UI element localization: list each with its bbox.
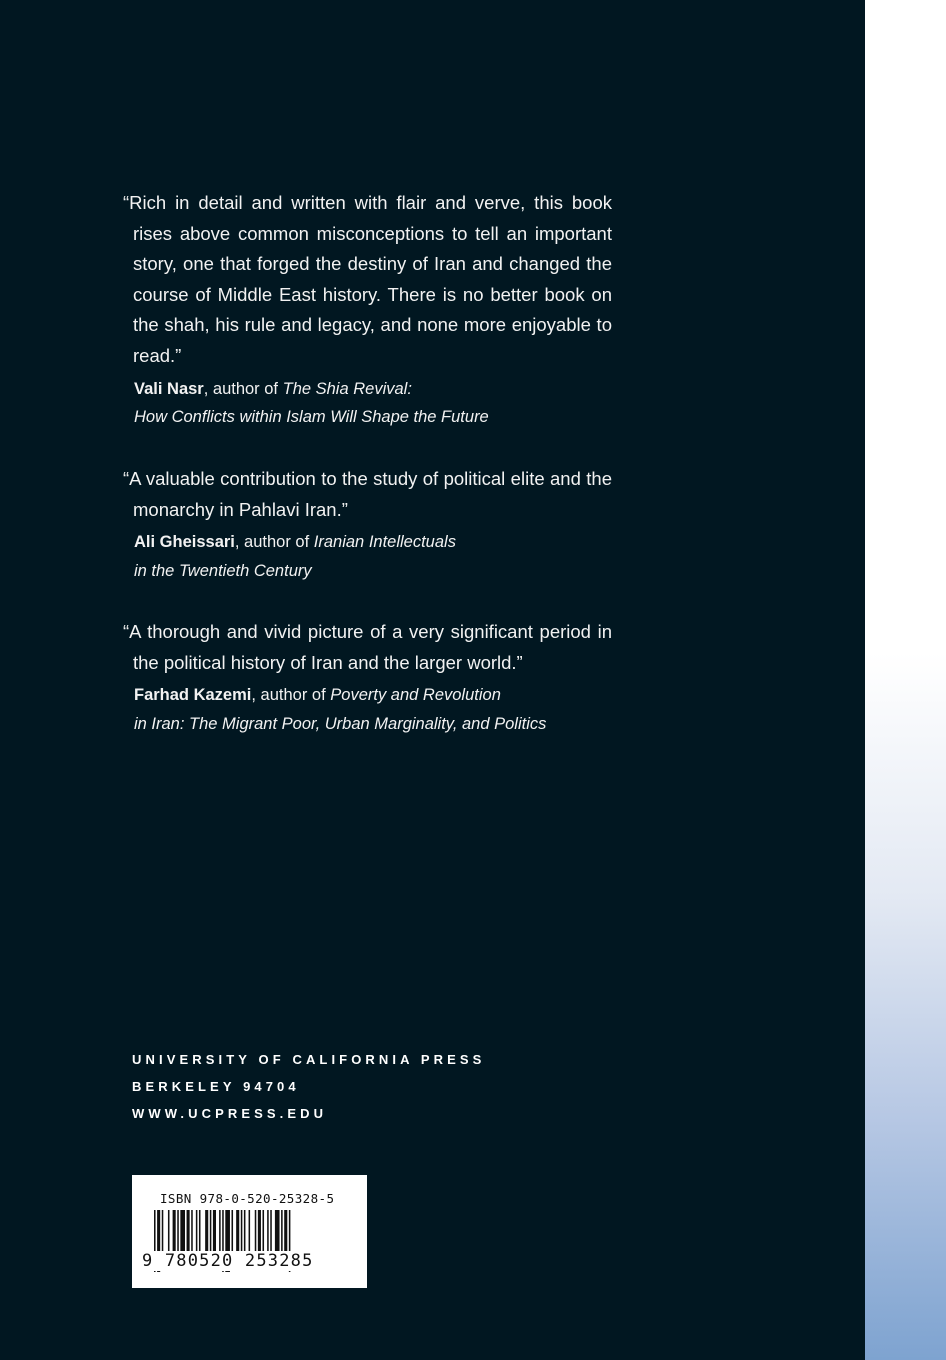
publisher-name: UNIVERSITY OF CALIFORNIA PRESS [132, 1052, 486, 1067]
barcode-bar [244, 1210, 246, 1254]
publisher-city: BERKELEY 94704 [132, 1078, 300, 1094]
blurb-book-title-line1: Poverty and Revolution [330, 686, 501, 705]
publisher-website: WWW.UCPRESS.EDU [132, 1105, 328, 1121]
blurb-2 [123, 464, 612, 585]
publisher-info [132, 1047, 485, 1127]
blurb-book-title-line2: How Conflicts within Islam Will Shape the Future [134, 408, 489, 427]
barcode-digits [142, 1251, 314, 1271]
blurb-book-title-line1: Iranian Intellectuals [313, 533, 456, 552]
blurb-1 [123, 188, 612, 432]
blurb-attribution [134, 528, 612, 585]
barcode-bar [275, 1210, 280, 1254]
barcode-bar [173, 1210, 176, 1254]
barcode-bar [258, 1210, 261, 1254]
barcode-bar [255, 1210, 257, 1254]
barcode-bar [210, 1210, 212, 1254]
barcode-bar [180, 1210, 185, 1254]
blurb-author: Vali Nasr [134, 379, 204, 398]
barcode-bar [263, 1210, 265, 1254]
blurb-book-title-line2: in Iran: The Migrant Poor, Urban Marginality, and Politics [134, 714, 547, 733]
barcode-bar [281, 1210, 283, 1254]
barcode-bar [241, 1210, 243, 1254]
isbn-label: ISBN 978-0-520-25328-5 [160, 1191, 335, 1206]
barcode-bar [236, 1210, 239, 1254]
spine-gradient-strip [865, 0, 946, 1360]
barcode-bar [191, 1210, 193, 1254]
blurb-3 [123, 617, 612, 738]
barcode-bar [219, 1210, 221, 1254]
barcode-bar [213, 1210, 216, 1254]
barcode-bar [187, 1210, 190, 1254]
barcode-bar [267, 1210, 269, 1254]
blurb-quote: “A valuable contribution to the study of political elite and the monarchy in Pahlavi Iran.” [123, 468, 612, 520]
barcode-bar [177, 1210, 179, 1254]
blurb-author-suffix: , author of [251, 686, 331, 705]
barcode-bar [199, 1210, 201, 1254]
blurb-author-suffix: , author of [234, 533, 314, 552]
barcode-bar [232, 1210, 234, 1254]
blurb-author: Farhad Kazemi [134, 686, 252, 705]
barcode-bar [270, 1210, 272, 1254]
barcode-bar [196, 1210, 198, 1254]
blurb-book-title-line1: The Shia Revival: [282, 379, 412, 398]
isbn-barcode [132, 1175, 367, 1288]
blurb-book-title-line2: in the Twentieth Century [134, 561, 312, 580]
barcode-bar [162, 1210, 164, 1254]
blurb-attribution [134, 375, 612, 432]
blurb-quote: “A thorough and vivid picture of a very significant period in the political history of Iran and the larger world.” [123, 621, 612, 673]
blurb-author-suffix: , author of [203, 379, 283, 398]
barcode-bar [284, 1210, 287, 1254]
barcode-digits-text: 9 780520 253285 [142, 1251, 314, 1271]
barcode-bar [205, 1210, 208, 1254]
blurb-quote: “Rich in detail and written with flair and verve, this book rises above common misconceptions to tell an important story, one that forged the destiny of Iran and changed the course of Middle East history. There is no better book on the shah, his rule and legacy, and none more enjoyable to read.” [123, 192, 612, 366]
blurb-author: Ali Gheissari [134, 533, 235, 552]
blurb-attribution [134, 681, 612, 738]
barcode-bar [168, 1210, 170, 1254]
barcode-bar [249, 1210, 251, 1254]
